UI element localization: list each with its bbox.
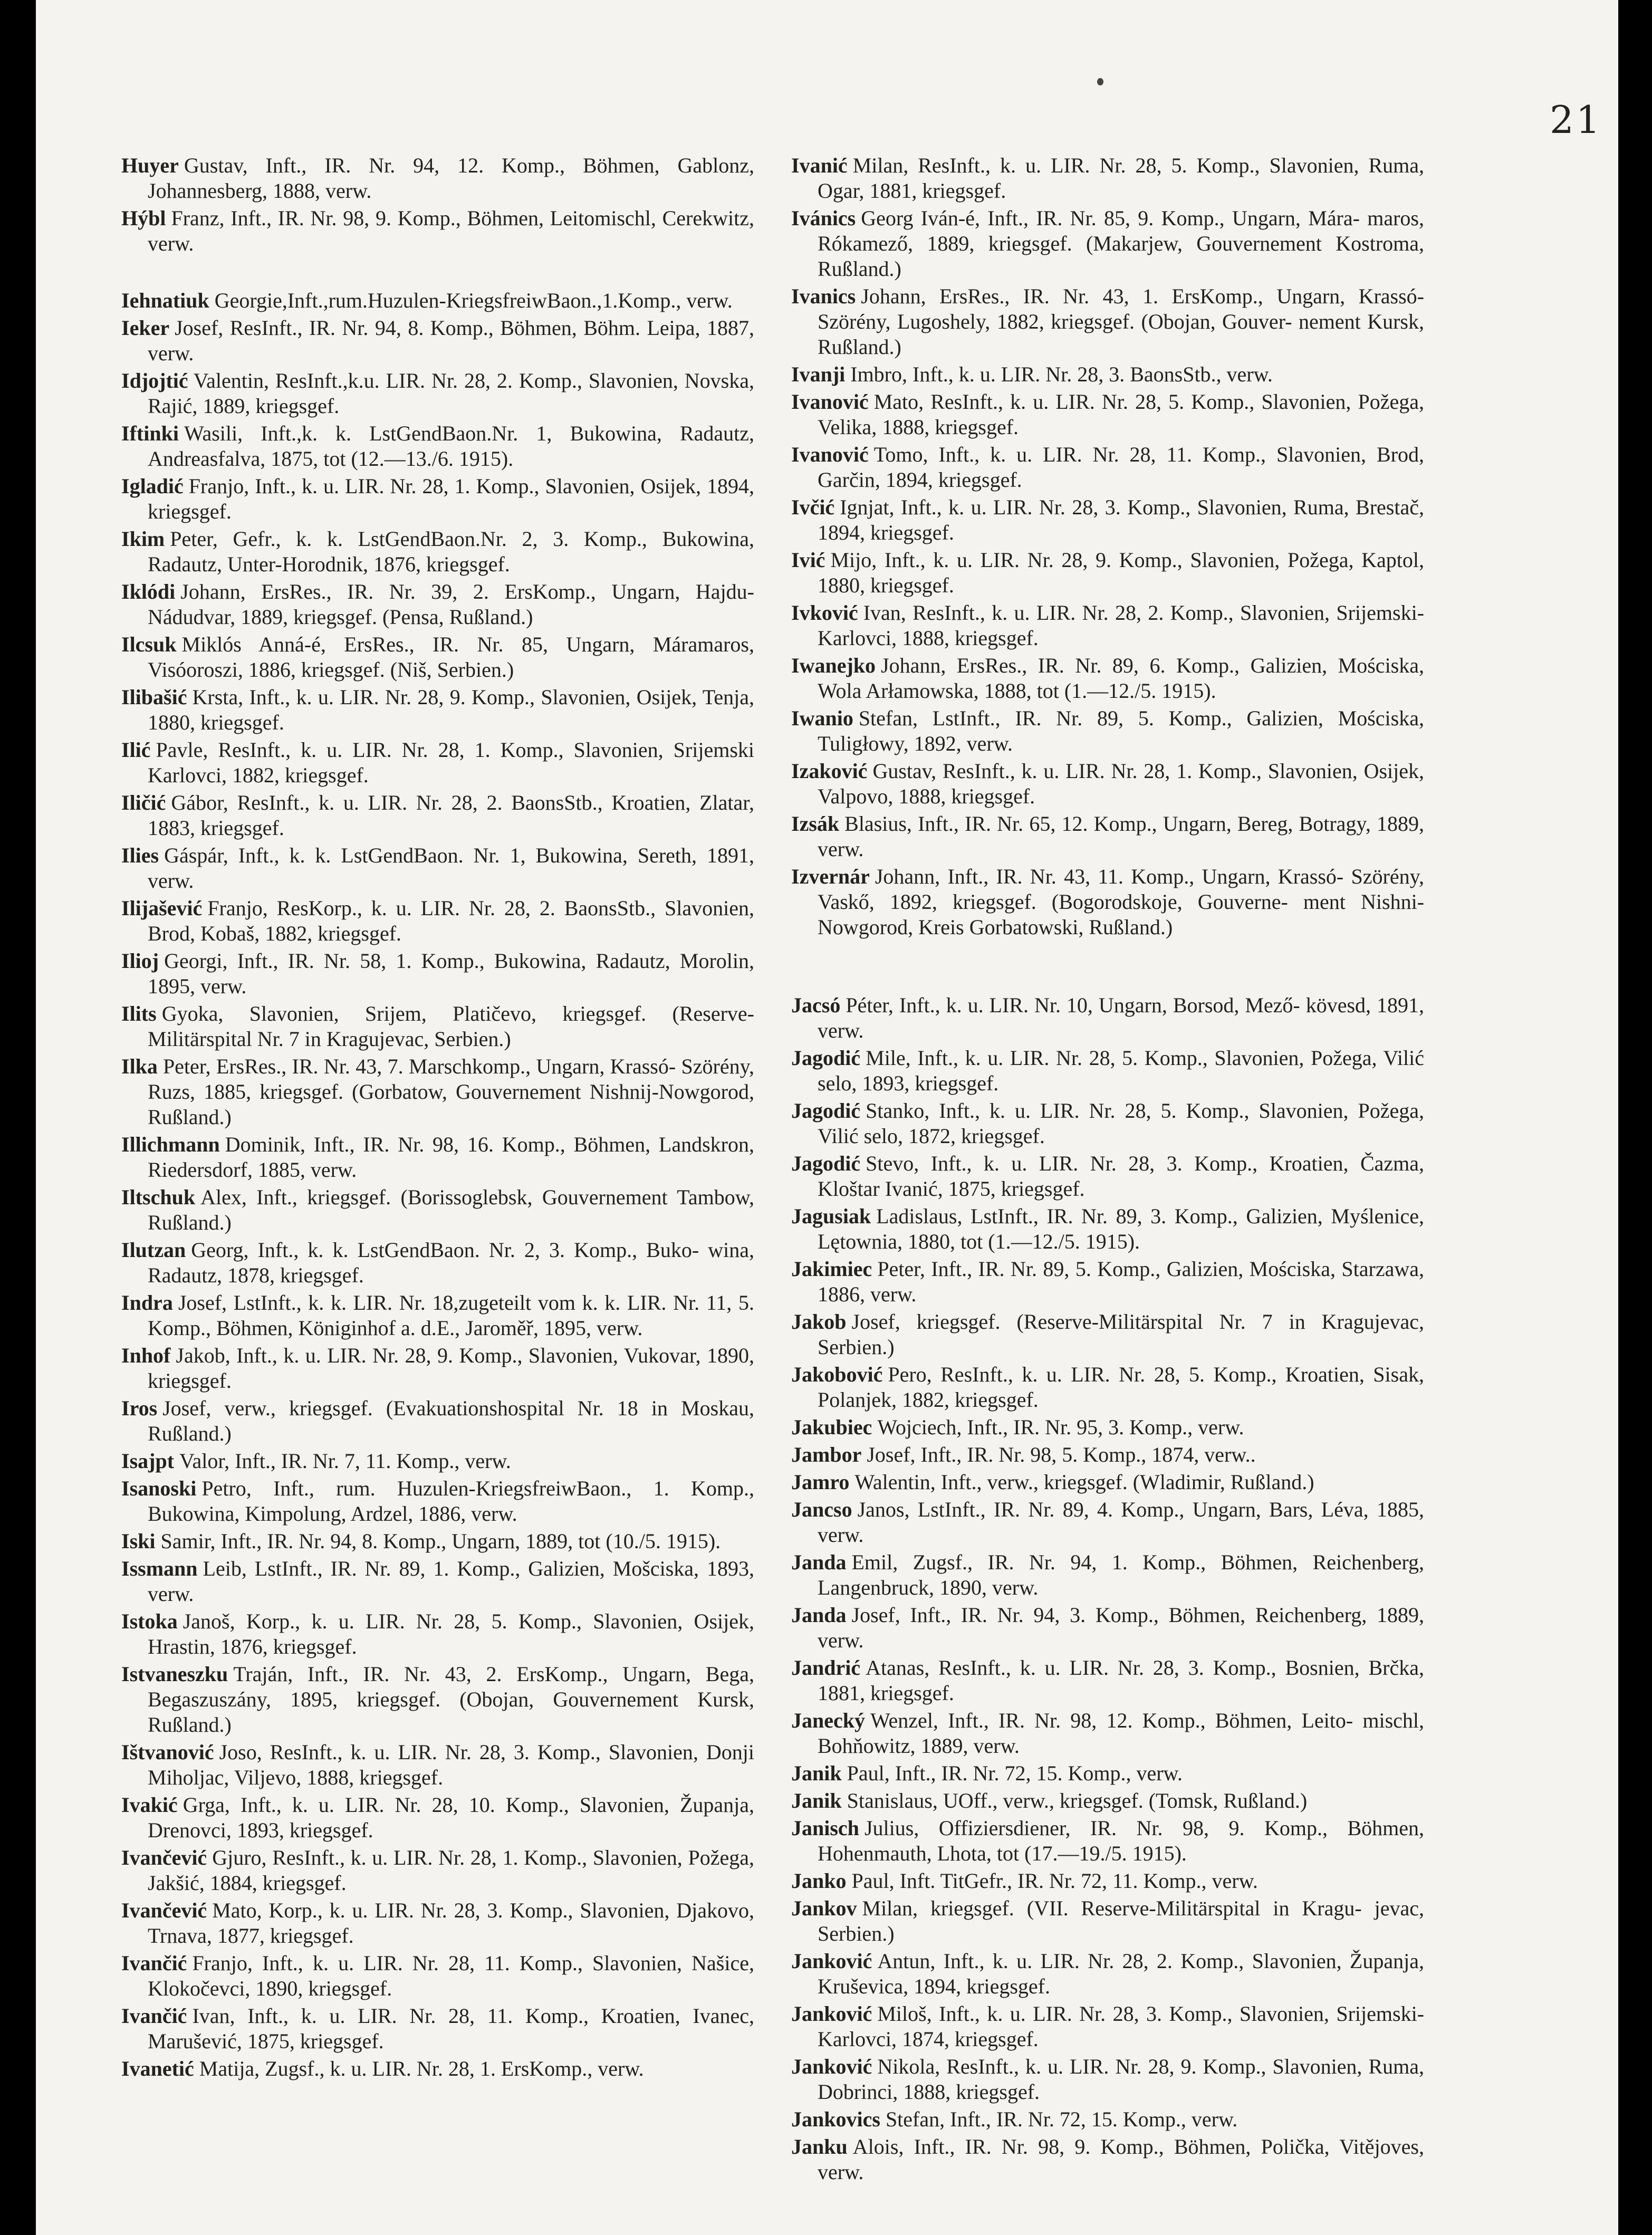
roster-entry bbox=[791, 1442, 1424, 1467]
entry-surname: Iros bbox=[121, 1396, 158, 1420]
entry-surname: Ivanics bbox=[791, 284, 856, 308]
entry-surname: Ilka bbox=[121, 1054, 158, 1078]
entry-surname: Janku bbox=[791, 2135, 848, 2159]
roster-entry bbox=[791, 1415, 1424, 1440]
entry-surname: Isajpt bbox=[121, 1449, 175, 1473]
roster-entry bbox=[121, 1662, 754, 1738]
entry-surname: Jankov bbox=[791, 1896, 857, 1920]
roster-entry bbox=[791, 1362, 1424, 1413]
entry-details: Paul, Inft. TitGefr., IR. Nr. 72, 11. Komp., verw. bbox=[851, 1869, 1258, 1893]
roster-entry bbox=[791, 153, 1424, 204]
entry-details: Tomo, Inft., k. u. LIR. Nr. 28, 11. Komp., Slavonien, Brod, Garčin, 1894, kriegsgef. bbox=[818, 443, 1424, 492]
entry-details: Gábor, ResInft., k. u. LIR. Nr. 28, 2. BaonsStb., Kroatien, Zlatar, 1883, kriegsgef. bbox=[148, 791, 754, 840]
entry-details: Samir, Inft., IR. Nr. 94, 8. Komp., Ungarn, 1889, tot (10./5. 1915). bbox=[160, 1529, 721, 1553]
entry-details: Josef, kriegsgef. (Reserve-Militärspital Nr. 7 in Kragujevac, Serbien.) bbox=[818, 1310, 1424, 1359]
entry-surname: Ivković bbox=[791, 601, 858, 625]
roster-entry bbox=[791, 1309, 1424, 1360]
entry-surname: Ilijašević bbox=[121, 896, 203, 920]
entry-surname: Idjojtić bbox=[121, 369, 188, 392]
entry-surname: Jagusiak bbox=[791, 1204, 871, 1228]
entry-surname: Iwanejko bbox=[791, 654, 876, 677]
right-column bbox=[791, 153, 1424, 2187]
roster-entry bbox=[121, 843, 754, 894]
entry-details: Mijo, Inft., k. u. LIR. Nr. 28, 9. Komp., Slavonien, Požega, Kaptol, 1880, kriegsgef. bbox=[818, 548, 1424, 597]
entry-details: Ladislaus, LstInft., IR. Nr. 89, 3. Komp., Galizien, Myślenice, Lętownia, 1880, tot (1.—12./5. 1915). bbox=[818, 1204, 1424, 1253]
roster-entry bbox=[121, 1290, 754, 1341]
entry-details: Jakob, Inft., k. u. LIR. Nr. 28, 9. Komp., Slavonien, Vukovar, 1890, kriegsgef. bbox=[148, 1344, 754, 1393]
roster-entry bbox=[791, 2054, 1424, 2105]
roster-entry bbox=[791, 1761, 1424, 1786]
section-gap bbox=[121, 258, 754, 288]
entry-surname: Issmann bbox=[121, 1557, 198, 1580]
entry-details: Pero, ResInft., k. u. LIR. Nr. 28, 5. Komp., Kroatien, Sisak, Polanjek, 1882, kriegsgef. bbox=[818, 1363, 1424, 1412]
entry-details: Matija, Zugsf., k. u. LIR. Nr. 28, 1. ErsKomp., verw. bbox=[199, 2057, 644, 2080]
roster-entry bbox=[121, 632, 754, 683]
entry-surname: Igladić bbox=[121, 474, 184, 498]
entry-surname: Jagodić bbox=[791, 1152, 861, 1175]
entry-surname: Ivančević bbox=[121, 1846, 207, 1869]
entry-details: Joso, ResInft., k. u. LIR. Nr. 28, 3. Komp., Slavonien, Donji Miholjac, Viljevo, 1888, kriegsgef. bbox=[148, 1740, 754, 1789]
roster-entry bbox=[121, 368, 754, 419]
entry-details: Janos, LstInft., IR. Nr. 89, 4. Komp., Ungarn, Bars, Léva, 1885, verw. bbox=[818, 1498, 1424, 1547]
roster-entry bbox=[791, 548, 1424, 598]
roster-entry bbox=[791, 1655, 1424, 1706]
entry-details: Johann, ErsRes., IR. Nr. 39, 2. ErsKomp., Ungarn, Hajdu- Nádudvar, 1889, kriegsgef. (Pensa, Rußland.) bbox=[148, 580, 754, 629]
roster-entry bbox=[121, 153, 754, 204]
roster-entry bbox=[121, 1845, 754, 1896]
roster-entry bbox=[121, 2003, 754, 2054]
entry-surname: Iklódi bbox=[121, 580, 176, 603]
entry-surname: Ilcsuk bbox=[121, 632, 177, 656]
roster-entry bbox=[791, 1151, 1424, 1202]
entry-details: Janoš, Korp., k. u. LIR. Nr. 28, 5. Komp., Slavonien, Osijek, Hrastin, 1876, kriegsgef. bbox=[148, 1609, 754, 1658]
entry-surname: Janisch bbox=[791, 1816, 859, 1840]
entry-details: Miklós Anná-é, ErsRes., IR. Nr. 85, Ungarn, Máramaros, Visóoroszi, 1886, kriegsgef. (Niš, Serbien.) bbox=[148, 632, 754, 682]
entry-surname: Janko bbox=[791, 1869, 847, 1893]
entry-surname: Ivančić bbox=[121, 1951, 187, 1975]
roster-entry bbox=[791, 2134, 1424, 2185]
entry-surname: Ivanović bbox=[791, 390, 869, 414]
entry-details: Emil, Zugsf., IR. Nr. 94, 1. Komp., Böhmen, Reichenberg, Langenbruck, 1890, verw. bbox=[818, 1550, 1424, 1599]
entry-surname: Janković bbox=[791, 2055, 872, 2078]
entry-details: Peter, Inft., IR. Nr. 89, 5. Komp., Galizien, Mościska, Starzawa, 1886, verw. bbox=[818, 1257, 1424, 1306]
entry-surname: Jandrić bbox=[791, 1656, 861, 1680]
roster-entry bbox=[791, 1788, 1424, 1814]
entry-surname: Ieker bbox=[121, 316, 170, 340]
entry-details: Leib, LstInft., IR. Nr. 89, 1. Komp., Galizien, Mošciska, 1893, verw. bbox=[148, 1557, 754, 1606]
entry-surname: Jagodić bbox=[791, 1099, 861, 1123]
entry-details: Péter, Inft., k. u. LIR. Nr. 10, Ungarn, Borsod, Mező- kövesd, 1891, verw. bbox=[818, 993, 1424, 1042]
page-number: 21 bbox=[1550, 98, 1602, 142]
roster-entry bbox=[121, 1556, 754, 1607]
roster-entry bbox=[791, 864, 1424, 940]
entry-surname: Ivanji bbox=[791, 362, 846, 386]
entry-surname: Jankovics bbox=[791, 2107, 880, 2131]
roster-entry bbox=[121, 1792, 754, 1843]
entry-details: Pavle, ResInft., k. u. LIR. Nr. 28, 1. Komp., Slavonien, Srijemski Karlovci, 1882, kriegsgef. bbox=[148, 738, 754, 787]
entry-details: Ivan, ResInft., k. u. LIR. Nr. 28, 2. Komp., Slavonien, Srijemski-Karlovci, 1888, kriegsgef. bbox=[818, 601, 1424, 650]
roster-entry bbox=[121, 1898, 754, 1949]
entry-details: Grga, Inft., k. u. LIR. Nr. 28, 10. Komp., Slavonien, Županja, Drenovci, 1893, kriegsgef. bbox=[148, 1793, 754, 1842]
entry-details: Josef, Inft., IR. Nr. 98, 5. Komp., 1874, verw.. bbox=[867, 1443, 1256, 1466]
entry-surname: Ivančić bbox=[121, 2004, 187, 2028]
entry-surname: Ivić bbox=[791, 548, 825, 572]
entry-details: Franz, Inft., IR. Nr. 98, 9. Komp., Böhmen, Leitomischl, Cerekwitz, verw. bbox=[148, 206, 754, 255]
entry-details: Miloš, Inft., k. u. LIR. Nr. 28, 3. Komp., Slavonien, Srijemski-Karlovci, 1874, kriegsgef. bbox=[818, 2002, 1424, 2051]
entry-details: Traján, Inft., IR. Nr. 43, 2. ErsKomp., Ungarn, Bega, Begaszuszány, 1895, kriegsgef. (Obojan, Gouvernement Kursk, Rußland.) bbox=[148, 1662, 754, 1737]
roster-entry bbox=[791, 284, 1424, 360]
roster-entry bbox=[121, 1132, 754, 1183]
roster-entry bbox=[791, 1497, 1424, 1548]
entry-details: Peter, ErsRes., IR. Nr. 43, 7. Marschkomp., Ungarn, Krassó- Szörény, Ruzs, 1885, kriegsgef. (Gorbatow, Gouvernement Nishnij-Nowgorod, Rußland.) bbox=[148, 1054, 754, 1129]
entry-details: Stefan, LstInft., IR. Nr. 89, 5. Komp., Galizien, Mościska, Tuligłowy, 1892, verw. bbox=[818, 706, 1424, 755]
entry-details: Wasili, Inft.,k. k. LstGendBaon.Nr. 1, Bukowina, Radautz, Andreasfalva, 1875, tot (12.—13./6. 1915). bbox=[148, 421, 754, 471]
entry-details: Mato, Korp., k. u. LIR. Nr. 28, 3. Komp., Slavonien, Djakovo, Trnava, 1877, kriegsgef. bbox=[148, 1898, 754, 1948]
entry-details: Ignjat, Inft., k. u. LIR. Nr. 28, 3. Komp., Slavonien, Ruma, Brestač, 1894, kriegsgef. bbox=[818, 495, 1424, 544]
entry-surname: Hýbl bbox=[121, 206, 166, 230]
entry-details: Walentin, Inft., verw., kriegsgef. (Wladimir, Rußland.) bbox=[854, 1470, 1314, 1494]
entry-details: Johann, Inft., IR. Nr. 43, 11. Komp., Ungarn, Krassó- Szörény, Vaskő, 1892, kriegsgef. (Bogorodskoje, Gouverne- ment Nishni-Nowgorod, Kreis Gorbatowski, Rußland.) bbox=[818, 865, 1424, 939]
roster-entry bbox=[121, 2056, 754, 2081]
roster-entry bbox=[791, 2107, 1424, 2132]
entry-surname: Ilibašić bbox=[121, 685, 187, 709]
roster-entry bbox=[791, 2001, 1424, 2052]
roster-entry bbox=[791, 1868, 1424, 1894]
roster-entry bbox=[791, 993, 1424, 1043]
roster-entry bbox=[791, 1708, 1424, 1759]
entry-details: Stanislaus, UOff., verw., kriegsgef. (Tomsk, Rußland.) bbox=[847, 1789, 1308, 1812]
roster-entry bbox=[791, 706, 1424, 756]
roster-entry bbox=[791, 1204, 1424, 1254]
roster-entry bbox=[791, 759, 1424, 809]
entry-details: Johann, ErsRes., IR. Nr. 43, 1. ErsKomp., Ungarn, Krassó-Szörény, Lugoshely, 1882, kriegsgef. (Obojan, Gouver- nement Kursk, Rußland.) bbox=[818, 284, 1424, 359]
entry-surname: Isanoski bbox=[121, 1476, 197, 1500]
entry-surname: Janda bbox=[791, 1603, 847, 1627]
entry-surname: Jacsó bbox=[791, 993, 841, 1017]
entry-details: Gjuro, ResInft., k. u. LIR. Nr. 28, 1. Komp., Slavonien, Požega, Jakšić, 1884, kriegsgef. bbox=[148, 1846, 754, 1895]
entry-details: Dominik, Inft., IR. Nr. 98, 16. Komp., Böhmen, Landskron, Riedersdorf, 1885, verw. bbox=[148, 1133, 754, 1182]
entry-surname: Ikim bbox=[121, 527, 165, 551]
entry-details: Blasius, Inft., IR. Nr. 65, 12. Komp., Ungarn, Bereg, Botragy, 1889, verw. bbox=[818, 812, 1424, 861]
entry-surname: Ištvanović bbox=[121, 1740, 214, 1764]
entry-details: Franjo, ResKorp., k. u. LIR. Nr. 28, 2. BaonsStb., Slavonien, Brod, Kobaš, 1882, kriegsgef. bbox=[148, 896, 754, 945]
roster-entry bbox=[121, 790, 754, 841]
roster-entry bbox=[121, 1343, 754, 1394]
entry-surname: Ivanović bbox=[791, 443, 869, 466]
roster-entry bbox=[121, 737, 754, 788]
roster-entry bbox=[791, 1896, 1424, 1946]
entry-details: Mato, ResInft., k. u. LIR. Nr. 28, 5. Komp., Slavonien, Požega, Velika, 1888, kriegsgef. bbox=[818, 390, 1424, 439]
roster-entry bbox=[791, 206, 1424, 282]
entry-details: Georgi, Inft., IR. Nr. 58, 1. Komp., Bukowina, Radautz, Morolin, 1895, verw. bbox=[148, 949, 754, 998]
roster-entry bbox=[121, 579, 754, 630]
roster-entry bbox=[121, 288, 754, 313]
entry-details: Milan, kriegsgef. (VII. Reserve-Militärspital in Kragu- jevac, Serbien.) bbox=[818, 1896, 1424, 1945]
ink-speck bbox=[1097, 78, 1103, 85]
entry-surname: Janik bbox=[791, 1761, 842, 1785]
roster-entry bbox=[121, 421, 754, 472]
entry-details: Gustav, ResInft., k. u. LIR. Nr. 28, 1. Komp., Slavonien, Osijek, Valpovo, 1888, kriegsgef. bbox=[818, 759, 1424, 808]
entry-surname: Illichmann bbox=[121, 1133, 220, 1156]
entry-surname: Jakubiec bbox=[791, 1415, 872, 1439]
entry-surname: Ilić bbox=[121, 738, 151, 762]
entry-details: Josef, LstInft., k. k. LIR. Nr. 18,zugeteilt vom k. k. LIR. Nr. 11, 5. Komp., Böhmen, Königinhof a. d.E., Jaroměř, 1895, verw. bbox=[148, 1291, 754, 1340]
entry-surname: Jambor bbox=[791, 1443, 862, 1466]
entry-surname: Izvernár bbox=[791, 865, 870, 888]
left-column bbox=[121, 153, 754, 2084]
roster-entry bbox=[791, 1603, 1424, 1653]
roster-entry bbox=[791, 1470, 1424, 1495]
entry-surname: Jancso bbox=[791, 1498, 852, 1521]
entry-details: Georg Iván-é, Inft., IR. Nr. 85, 9. Komp., Ungarn, Mára- maros, Rókamező, 1889, kriegsgef. (Makarjew, Gouvernement Kostroma, Rußland.) bbox=[818, 206, 1424, 281]
roster-entry bbox=[121, 1396, 754, 1446]
entry-details: Gustav, Inft., IR. Nr. 94, 12. Komp., Böhmen, Gablonz, Johannesberg, 1888, verw. bbox=[148, 154, 754, 203]
entry-surname: Izsák bbox=[791, 812, 840, 836]
entry-surname: Janković bbox=[791, 2002, 872, 2026]
entry-surname: Ivančević bbox=[121, 1898, 207, 1922]
entry-details: Stevo, Inft., k. u. LIR. Nr. 28, 3. Komp., Kroatien, Čazma, Kloštar Ivanić, 1875, kriegsgef. bbox=[818, 1152, 1424, 1201]
roster-entry bbox=[121, 1529, 754, 1554]
roster-entry bbox=[791, 1949, 1424, 1999]
entry-details: Julius, Offiziersdiener, IR. Nr. 98, 9. Komp., Böhmen, Hohenmauth, Lhota, tot (17.—19./5. 1915). bbox=[818, 1816, 1424, 1865]
roster-entry bbox=[791, 1256, 1424, 1307]
entry-surname: Ilies bbox=[121, 843, 159, 867]
roster-entry bbox=[791, 1098, 1424, 1149]
roster-entry bbox=[121, 1951, 754, 2001]
roster-entry bbox=[791, 653, 1424, 704]
entry-surname: Iski bbox=[121, 1529, 156, 1553]
roster-entry bbox=[121, 1001, 754, 1052]
roster-entry bbox=[791, 1550, 1424, 1600]
entry-surname: Iličić bbox=[121, 791, 166, 814]
entry-surname: Iltschuk bbox=[121, 1185, 196, 1209]
roster-entry bbox=[791, 389, 1424, 440]
entry-surname: Jakobović bbox=[791, 1363, 883, 1386]
entry-details: Nikola, ResInft., k. u. LIR. Nr. 28, 9. Komp., Slavonien, Ruma, Dobrinci, 1888, kriegsgef. bbox=[818, 2055, 1424, 2104]
entry-surname: Janković bbox=[791, 1949, 872, 1973]
roster-entry bbox=[791, 811, 1424, 862]
entry-surname: Ivakić bbox=[121, 1793, 178, 1817]
entry-surname: Iliој bbox=[121, 949, 159, 973]
entry-details: Peter, Gefr., k. k. LstGendBaon.Nr. 2, 3. Komp., Bukowina, Radautz, Unter-Horodnik, 1876, kriegsgef. bbox=[148, 527, 754, 576]
entry-details: Wenzel, Inft., IR. Nr. 98, 12. Komp., Böhmen, Leito- mischl, Bohňowitz, 1889, verw. bbox=[818, 1709, 1424, 1758]
roster-entry bbox=[121, 948, 754, 999]
roster-entry bbox=[791, 495, 1424, 545]
entry-surname: Jakimiec bbox=[791, 1257, 872, 1281]
roster-entry bbox=[791, 362, 1424, 387]
entry-details: Gáspár, Inft., k. k. LstGendBaon. Nr. 1, Bukowina, Sereth, 1891, verw. bbox=[148, 843, 754, 893]
entry-details: Imbro, Inft., k. u. LIR. Nr. 28, 3. BaonsStb., verw. bbox=[850, 362, 1273, 386]
roster-entry bbox=[121, 315, 754, 366]
entry-surname: Istoka bbox=[121, 1609, 178, 1633]
entry-surname: Ilutzan bbox=[121, 1238, 186, 1262]
roster-entry bbox=[121, 1185, 754, 1235]
roster-entry bbox=[121, 896, 754, 946]
entry-surname: Janik bbox=[791, 1789, 842, 1812]
entry-details: Petro, Inft., rum. Huzulen-KriegsfreiwBaon., 1. Komp., Bukowina, Kimpolung, Ardzel, 1886, verw. bbox=[148, 1476, 754, 1526]
roster-entry bbox=[121, 1609, 754, 1660]
entry-details: Ivan, Inft., k. u. LIR. Nr. 28, 11. Komp., Kroatien, Ivanec, Marušević, 1875, kriegsgef. bbox=[148, 2004, 754, 2053]
roster-entry bbox=[791, 442, 1424, 493]
entry-surname: Ivanić bbox=[791, 154, 848, 177]
roster-entry bbox=[121, 1054, 754, 1130]
entry-details: Franjo, Inft., k. u. LIR. Nr. 28, 1. Komp., Slavonien, Osijek, 1894, kriegsgef. bbox=[148, 474, 754, 523]
entry-surname: Iwanio bbox=[791, 706, 853, 730]
entry-surname: Janda bbox=[791, 1550, 847, 1574]
section-gap bbox=[791, 942, 1424, 993]
entry-surname: Indra bbox=[121, 1291, 173, 1315]
roster-entry bbox=[121, 1238, 754, 1288]
entry-details: Johann, ErsRes., IR. Nr. 89, 6. Komp., Galizien, Mościska, Wola Arłamowska, 1888, tot (1.—12./5. 1915). bbox=[818, 654, 1424, 703]
entry-surname: Huyer bbox=[121, 154, 179, 177]
entry-details: Josef, Inft., IR. Nr. 94, 3. Komp., Böhmen, Reichenberg, 1889, verw. bbox=[818, 1603, 1424, 1652]
roster-entry bbox=[121, 474, 754, 524]
entry-details: Mile, Inft., k. u. LIR. Nr. 28, 5. Komp., Slavonien, Požega, Vilić selo, 1893, kriegsgef. bbox=[818, 1046, 1424, 1095]
entry-details: Paul, Inft., IR. Nr. 72, 15. Komp., verw. bbox=[847, 1761, 1183, 1785]
entry-details: Wojciech, Inft., IR. Nr. 95, 3. Komp., verw. bbox=[877, 1415, 1244, 1439]
entry-details: Georg, Inft., k. k. LstGendBaon. Nr. 2, 3. Komp., Buko- wina, Radautz, 1878, kriegsgef. bbox=[148, 1238, 754, 1287]
roster-entry bbox=[121, 1449, 754, 1474]
entry-details: Stanko, Inft., k. u. LIR. Nr. 28, 5. Komp., Slavonien, Požega, Vilić selo, 1872, kriegsgef. bbox=[818, 1099, 1424, 1148]
entry-surname: Janecký bbox=[791, 1709, 865, 1732]
entry-details: Antun, Inft., k. u. LIR. Nr. 28, 2. Komp., Slavonien, Županja, Kruševica, 1894, kriegsgef. bbox=[818, 1949, 1424, 1998]
roster-entry bbox=[121, 1476, 754, 1527]
entry-surname: Jakob bbox=[791, 1310, 847, 1334]
entry-details: Franjo, Inft., k. u. LIR. Nr. 28, 11. Komp., Slavonien, Našice, Klokočevci, 1890, kriegsgef. bbox=[148, 1951, 754, 2000]
entry-surname: Iftinki bbox=[121, 421, 179, 445]
entry-details: Stefan, Inft., IR. Nr. 72, 15. Komp., verw. bbox=[885, 2107, 1238, 2131]
entry-surname: Jagodić bbox=[791, 1046, 861, 1070]
roster-entry bbox=[121, 526, 754, 577]
entry-details: Milan, ResInft., k. u. LIR. Nr. 28, 5. Komp., Slavonien, Ruma, Ogar, 1881, kriegsgef. bbox=[818, 154, 1424, 203]
entry-details: Alex, Inft., kriegsgef. (Borissoglebsk, Gouvernement Tambow, Rußland.) bbox=[148, 1185, 754, 1234]
entry-surname: Ilits bbox=[121, 1002, 157, 1025]
entry-surname: Inhof bbox=[121, 1344, 171, 1367]
entry-surname: Ivánics bbox=[791, 206, 856, 230]
entry-details: Valor, Inft., IR. Nr. 7, 11. Komp., verw. bbox=[179, 1449, 511, 1473]
entry-surname: Izaković bbox=[791, 759, 868, 783]
entry-surname: Ivanetić bbox=[121, 2057, 194, 2080]
entry-surname: Iehnatiuk bbox=[121, 289, 209, 312]
roster-entry bbox=[791, 1045, 1424, 1096]
entry-details: Gyoka, Slavonien, Srijem, Platičevo, kriegsgef. (Reserve- Militärspital Nr. 7 in Kragujevac, Serbien.) bbox=[148, 1002, 754, 1051]
entry-surname: Ivčić bbox=[791, 495, 835, 519]
entry-details: Georgie,Inft.,rum.Huzulen-KriegsfreiwBaon.,1.Komp., verw. bbox=[214, 289, 733, 312]
entry-details: Alois, Inft., IR. Nr. 98, 9. Komp., Böhmen, Polička, Vitějoves, verw. bbox=[818, 2135, 1424, 2184]
roster-entry bbox=[791, 600, 1424, 651]
entry-surname: Istvaneszku bbox=[121, 1662, 228, 1686]
entry-details: Krsta, Inft., k. u. LIR. Nr. 28, 9. Komp., Slavonien, Osijek, Tenja, 1880, kriegsgef. bbox=[148, 685, 754, 734]
roster-entry bbox=[791, 1816, 1424, 1866]
entry-details: Josef, ResInft., IR. Nr. 94, 8. Komp., Böhmen, Böhm. Leipa, 1887, verw. bbox=[148, 316, 754, 365]
roster-entry bbox=[121, 206, 754, 256]
entry-details: Josef, verw., kriegsgef. (Evakuationshospital Nr. 18 in Moskau, Rußland.) bbox=[148, 1396, 754, 1445]
roster-entry bbox=[121, 685, 754, 735]
entry-details: Atanas, ResInft., k. u. LIR. Nr. 28, 3. Komp., Bosnien, Brčka, 1881, kriegsgef. bbox=[818, 1656, 1424, 1705]
entry-surname: Jamro bbox=[791, 1470, 850, 1494]
entry-details: Valentin, ResInft.,k.u. LIR. Nr. 28, 2. Komp., Slavonien, Novska, Rajić, 1889, kriegsgef. bbox=[148, 369, 754, 418]
roster-entry bbox=[121, 1740, 754, 1790]
